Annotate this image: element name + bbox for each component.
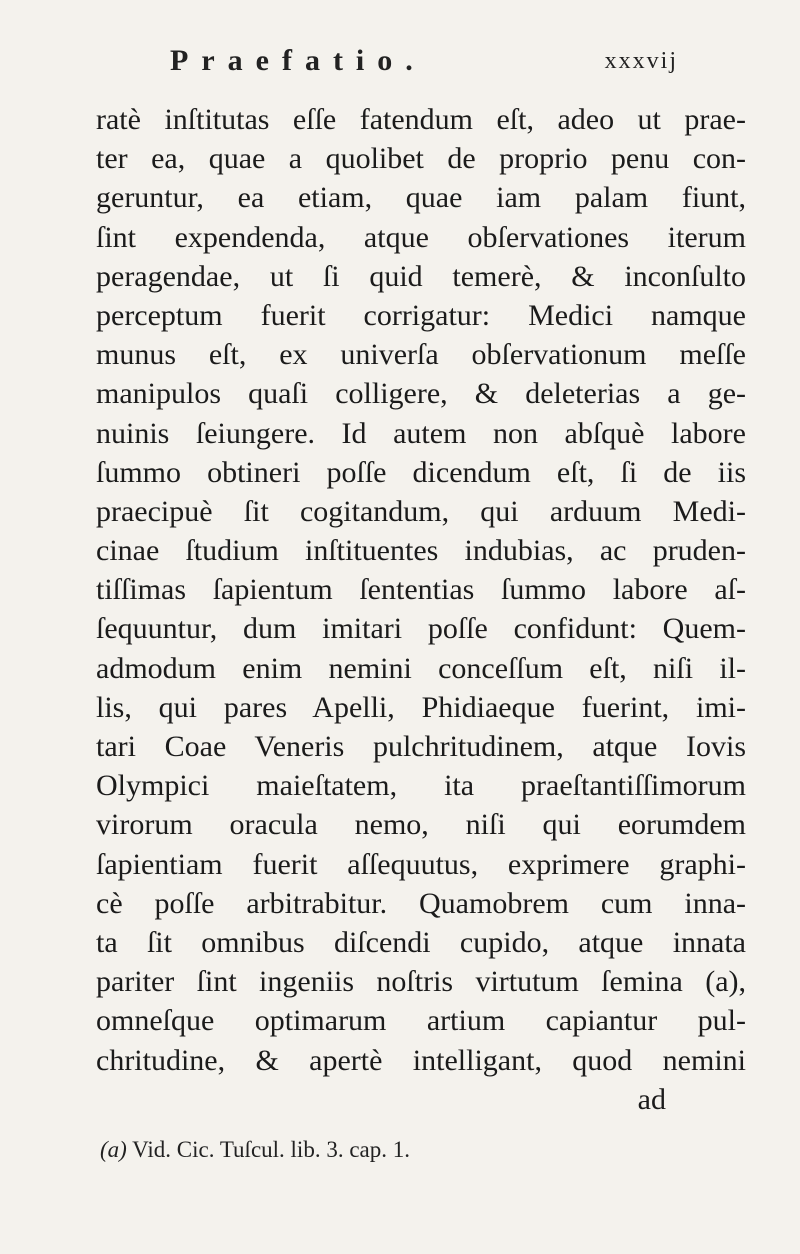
text-line: ratè inſtitutas eſſe fatendum eſt, adeo ut prae-	[96, 103, 746, 136]
page-number: xxxvij	[604, 48, 678, 74]
text-line: chritudine, & apertè intelligant, quod nemini	[96, 1043, 746, 1077]
body-text	[96, 100, 746, 1119]
text-line: virorum oracula nemo, niſi qui eorumdem	[96, 808, 746, 842]
text-line: perceptum fuerit corrigatur: Medici namque	[96, 298, 746, 332]
footnote-marker: (a)	[100, 1137, 127, 1162]
text-line: geruntur, ea etiam, quae iam palam fiunt,	[96, 181, 746, 215]
footnote-text: Vid. Cic. Tuſcul. lib. 3. cap. 1.	[132, 1137, 410, 1162]
text-line: ſint expendenda, atque obſervationes iterum	[96, 220, 746, 254]
text-line: nuinis ſeiungere. Id autem non abſquè labore	[96, 416, 746, 450]
text-line: admodum enim nemini conceſſum eſt, niſi il-	[96, 651, 746, 685]
catchword: ad	[637, 1082, 666, 1116]
text-line: praecipuè ſit cogitandum, qui arduum Medi-	[96, 494, 746, 528]
footnote	[100, 1137, 410, 1163]
text-line: ſummo obtineri poſſe dicendum eſt, ſi de iis	[96, 455, 746, 489]
text-line: Olympici maieſtatem, ita praeſtantiſſimorum	[96, 769, 746, 803]
text-line: ta ſit omnibus diſcendi cupido, atque innata	[96, 925, 746, 959]
running-head	[170, 44, 678, 88]
text-line: ſequuntur, dum imitari poſſe confidunt: Quem-	[96, 612, 746, 646]
text-line: lis, qui pares Apelli, Phidiaeque fuerint, imi-	[96, 690, 746, 724]
text-line: peragendae, ut ſi quid temerè, & inconſulto	[96, 259, 746, 293]
text-line: munus eſt, ex univerſa obſervationum meſſe	[96, 338, 746, 372]
text-line: ter ea, quae a quolibet de proprio penu con-	[96, 142, 746, 176]
text-line: tari Coae Veneris pulchritudinem, atque Iovis	[96, 730, 746, 763]
text-line: manipulos quaſi colligere, & deleterias a ge-	[96, 377, 746, 411]
text-line: cè poſſe arbitrabitur. Quamobrem cum inna-	[96, 886, 746, 920]
text-line: ſapientiam fuerit aſſequutus, exprimere graphi-	[96, 847, 746, 881]
text-line: cinae ſtudium inſtituentes indubias, ac pruden-	[96, 534, 746, 568]
text-line: omneſque optimarum artium capiantur pul-	[96, 1004, 746, 1038]
text-line: pariter ſint ingeniis noſtris virtutum ſemina (a),	[96, 965, 746, 999]
text-line: tiſſimas ſapientum ſententias ſummo labore aſ-	[96, 573, 746, 607]
running-title: Praefatio.	[170, 44, 426, 77]
